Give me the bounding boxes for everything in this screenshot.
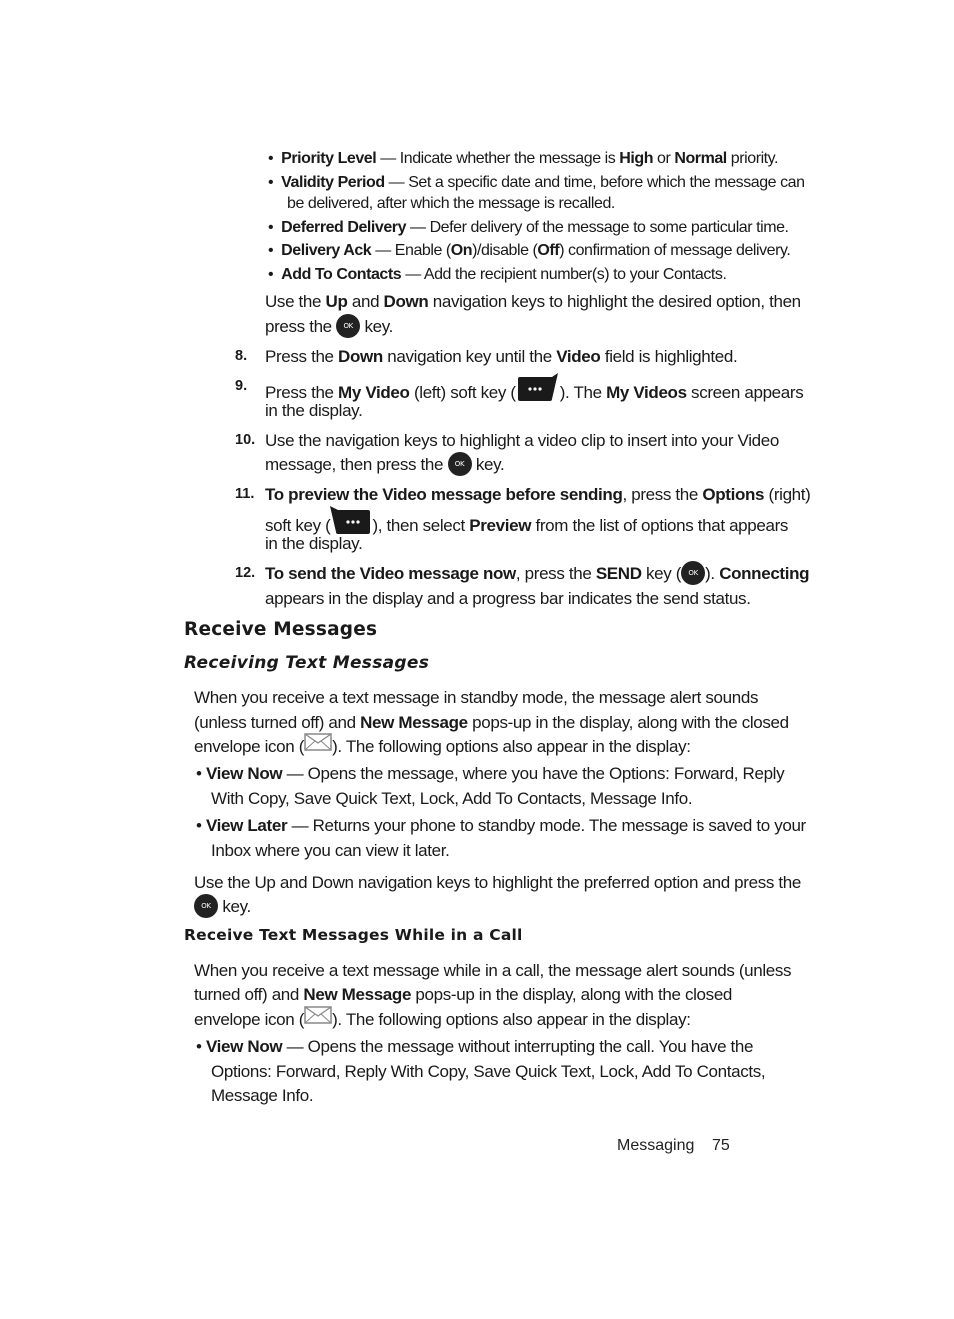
desc: — Defer delivery of the message to some particular time. xyxy=(406,219,789,236)
term-on: On xyxy=(450,242,473,259)
desc: priority. xyxy=(726,150,779,167)
text: envelope icon ( xyxy=(194,1010,305,1029)
term-normal: Normal xyxy=(674,150,727,167)
closed-envelope-icon xyxy=(304,1006,332,1031)
step-11-line1 xyxy=(265,483,810,507)
key-down: Down xyxy=(383,292,429,311)
text: turned off) and xyxy=(194,985,304,1004)
bullet-dot: • xyxy=(196,816,202,835)
term: Validity Period xyxy=(281,174,385,191)
text: ). xyxy=(705,564,720,583)
desc: )/disable ( xyxy=(472,242,538,259)
bullet-dot: • xyxy=(268,219,274,236)
desc: — Returns your phone to standby mode. The message is saved to your xyxy=(287,816,806,835)
text: ), then select xyxy=(372,515,470,535)
send-key-icon: OK xyxy=(681,561,705,585)
step-12-line1 xyxy=(265,562,809,587)
bullet-validity-period xyxy=(268,172,805,193)
text: Press the xyxy=(265,347,339,366)
page-number: 75 xyxy=(712,1137,730,1154)
receiving-p-line1: When you receive a text message in standby mode, the message alert sounds xyxy=(194,688,759,707)
step-12-line2: appears in the display and a progress bar indicates the send status. xyxy=(265,589,751,608)
term-preview: Preview xyxy=(469,515,532,535)
receiving-p-line2 xyxy=(194,711,789,735)
field-video: Video xyxy=(556,347,601,366)
receiving-p-line3 xyxy=(194,735,691,760)
bullet-priority-level xyxy=(268,148,778,169)
bullet-dot: • xyxy=(268,150,274,167)
key-send: SEND xyxy=(595,564,642,583)
heading-receive-messages: Receive Messages xyxy=(184,619,378,640)
bullet-dot: • xyxy=(196,764,202,783)
footer-section: Messaging xyxy=(617,1137,695,1154)
bullet-delivery-ack xyxy=(268,240,790,261)
step-8 xyxy=(265,345,737,369)
term-new-message: New Message xyxy=(303,985,412,1004)
step-number: 12. xyxy=(235,565,256,581)
ok-key-icon: OK xyxy=(448,452,472,476)
heading-receiving-text-messages: Receiving Text Messages xyxy=(184,653,430,673)
text: message, then press the xyxy=(265,455,448,474)
text: (unless turned off) and xyxy=(194,713,361,732)
term: View Now xyxy=(205,764,283,783)
text: (left) soft key ( xyxy=(409,382,516,402)
bullet-deferred-delivery xyxy=(268,217,789,238)
term-my-video: My Video xyxy=(338,382,410,402)
term: View Now xyxy=(205,1037,283,1056)
receiving-use-line1: Use the Up and Down navigation keys to highlight the preferred option and press the xyxy=(194,873,801,892)
text: key. xyxy=(218,897,251,916)
bullet-view-now xyxy=(196,762,784,786)
text: navigation keys to highlight the desired option, then xyxy=(428,292,801,311)
step-number: 8. xyxy=(235,348,248,364)
text: ). The following options also appear in the display: xyxy=(332,737,691,756)
text: key. xyxy=(471,455,505,474)
text: , press the xyxy=(515,564,596,583)
text: ). The xyxy=(559,382,607,402)
step-11-line3: in the display. xyxy=(265,534,363,553)
in-call-p-line1: When you receive a text message while in a call, the message alert sounds (unless xyxy=(194,961,792,980)
step-number: 9. xyxy=(235,378,248,394)
text: envelope icon ( xyxy=(194,737,305,756)
desc: — Indicate whether the message is xyxy=(376,150,620,167)
text: Use the xyxy=(265,292,326,311)
text: (right) xyxy=(764,485,811,504)
text: soft key ( xyxy=(265,515,331,535)
step-number: 11. xyxy=(235,486,255,502)
desc: or xyxy=(653,150,675,167)
bullet-view-later-line2: Inbox where you can view it later. xyxy=(211,841,450,860)
term: View Later xyxy=(205,816,288,835)
desc: — Set a specific date and time, before which the message can xyxy=(384,174,805,191)
term-off: Off xyxy=(537,242,560,259)
bullet-view-now-call xyxy=(196,1035,753,1059)
text: Press the xyxy=(265,382,339,402)
step-10-line1: Use the navigation keys to highlight a video clip to insert into your Video xyxy=(265,431,779,450)
bullet-view-now-line2: With Copy, Save Quick Text, Lock, Add To Contacts, Message Info. xyxy=(211,789,693,808)
in-call-p-line3 xyxy=(194,1008,691,1033)
bullet-validity-period-line2: be delivered, after which the message is recalled. xyxy=(287,195,615,212)
term: Add To Contacts xyxy=(281,266,402,283)
closed-envelope-icon xyxy=(304,733,332,758)
term-connecting: Connecting xyxy=(719,564,810,583)
text: press the xyxy=(265,317,337,336)
receiving-use-line2 xyxy=(194,895,251,920)
term-options: Options xyxy=(702,485,765,504)
bullet-view-now-call-line2: Options: Forward, Reply With Copy, Save Quick Text, Lock, Add To Contacts, xyxy=(211,1062,766,1081)
text: key ( xyxy=(641,564,682,583)
bullet-add-to-contacts xyxy=(268,264,726,285)
term: Priority Level xyxy=(281,150,377,167)
in-call-p-line2 xyxy=(194,983,732,1007)
bullet-dot: • xyxy=(268,242,274,259)
term-my-videos: My Videos xyxy=(606,382,687,402)
heading-receive-while-in-call: Receive Text Messages While in a Call xyxy=(184,926,523,944)
text: pops-up in the display, along with the closed xyxy=(411,985,733,1004)
step-lead: To preview the Video message before sending xyxy=(265,485,623,504)
key-down: Down xyxy=(338,347,383,366)
text: , press the xyxy=(622,485,703,504)
text: field is highlighted. xyxy=(600,347,738,366)
key-up: Up xyxy=(325,292,348,311)
desc: — Opens the message, where you have the Options: Forward, Reply xyxy=(282,764,785,783)
text: screen appears xyxy=(686,382,804,402)
text: ). The following options also appear in the display: xyxy=(332,1010,691,1029)
use-up-down-line2 xyxy=(265,315,393,340)
text: from the list of options that appears xyxy=(531,515,789,535)
term: Delivery Ack xyxy=(281,242,372,259)
step-10-line2 xyxy=(265,453,504,478)
term-high: High xyxy=(619,150,654,167)
desc: ) confirmation of message delivery. xyxy=(559,242,791,259)
bullet-dot: • xyxy=(196,1037,202,1056)
bullet-dot: • xyxy=(268,266,274,283)
desc: — Opens the message without interrupting the call. You have the xyxy=(282,1037,754,1056)
use-up-down-line1 xyxy=(265,290,801,314)
bullet-dot: • xyxy=(268,174,274,191)
term-new-message: New Message xyxy=(360,713,468,732)
ok-key-icon: OK xyxy=(336,314,360,338)
left-soft-key-icon xyxy=(516,373,560,410)
text: pops-up in the display, along with the closed xyxy=(467,713,789,732)
bullet-view-later xyxy=(196,814,806,838)
desc: — Enable ( xyxy=(371,242,451,259)
text: and xyxy=(347,292,384,311)
desc: — Add the recipient number(s) to your Contacts. xyxy=(401,266,727,283)
text: navigation key until the xyxy=(382,347,557,366)
step-lead: To send the Video message now xyxy=(265,564,516,583)
bullet-view-now-call-line3: Message Info. xyxy=(211,1086,314,1105)
term: Deferred Delivery xyxy=(281,219,407,236)
text: key. xyxy=(360,317,394,336)
ok-key-icon: OK xyxy=(194,894,218,918)
step-9-line2: in the display. xyxy=(265,401,363,420)
step-number: 10. xyxy=(235,432,256,448)
